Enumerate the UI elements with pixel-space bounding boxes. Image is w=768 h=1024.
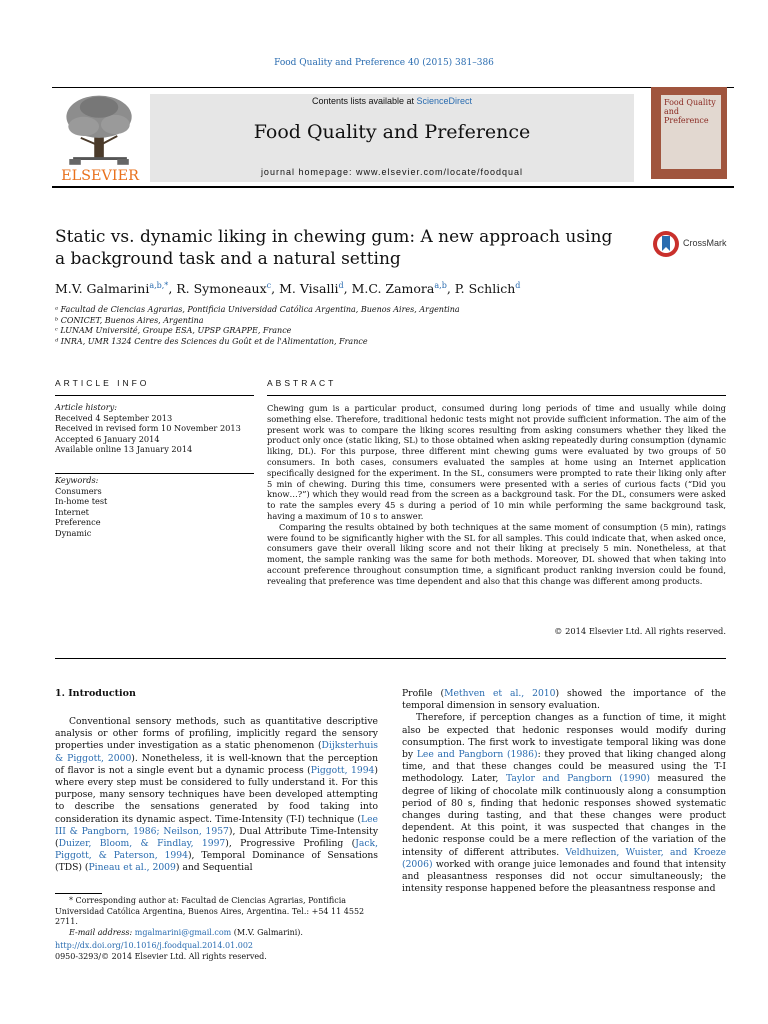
email-link[interactable]: mgalmarini@gmail.com [134, 927, 232, 937]
body-column-right [402, 688, 726, 895]
journal-cover-thumbnail[interactable] [651, 87, 727, 179]
email-line [55, 928, 378, 939]
body-column-left [55, 716, 378, 875]
abstract-paragraph: Chewing gum is a particular product, consumed during long periods of time and usually while doing something else. Therefore, traditional hedonic tests might not provide sufficient information. The aim of the present work was to compare the liking scores resulting from asking consumers whether they liked the product only once (static liking, SL) to those obtained when asking repeatedly during consumption (dynamic liking, DL). For this purpose, three different mint chewing gums were evaluated by two groups of 50 consumers. In both cases, consumers evaluated the samples at home using an Internet application specifically designed for the experiment. In the SL, consumers were prompted to rate their liking only after 5 min of chewing. During this time, consumers were presented with a series of curious facts (“Did you know…?”) which they would read from the screen as a background task. For the DL, consumers were asked to rate the samples every 45 s during a period of 10 min while performing the same background task, having a maximum of 10 s to answer. [267, 403, 726, 521]
abstract-heading: ABSTRACT [267, 378, 337, 388]
affiliation-line: ᶜ LUNAM Université, Groupe ESA, UPSP GRAPPE, France [55, 326, 292, 335]
crossmark-icon [651, 229, 681, 259]
keywords-label: Keywords: [55, 475, 99, 485]
journal-name: Food Quality and Preference [253, 121, 531, 143]
contents-line [150, 96, 634, 106]
article-info-rule [55, 395, 254, 396]
journal-homepage[interactable]: journal homepage: www.elsevier.com/locate/foodqual [260, 167, 524, 177]
abstract-body [267, 403, 726, 587]
body-paragraph: Profile (Methven et al., 2010) showed the importance of the temporal dimension in sensory evaluation. [402, 688, 726, 712]
keyword: Consumers [55, 485, 102, 496]
affiliation-line: ᵈ INRA, UMR 1324 Centre des Sciences du Goût et de l'Alimentation, France [55, 336, 368, 346]
author-affiliation-marker[interactable]: c [266, 281, 272, 290]
crossmark-button[interactable] [651, 229, 731, 259]
history-label: Article history: [55, 402, 117, 412]
corresponding-author-note: * Corresponding author at: Facultad de Ciencias Agrarias, Pontificia Universidad Católica Argentina, Buenos Aires, Argentina. Tel.: +54 11 4552 2711. [55, 896, 365, 926]
issn-line: 0950-3293/© 2014 Elsevier Ltd. All rights reserved. [55, 951, 267, 961]
body-paragraph: Conventional sensory methods, such as quantitative descriptive analysis or other forms of profiling, implicitly regard the sensory properties under investigation as a static phenomenon (Dijksterhuis & Piggott, 2000). Nonetheless, it is well-known that the perception of flavor is not a single event but a dynamic process (Piggott, 1994) where every step must be considered to fully understand it. For this purpose, many sensory techniques have been developed attempting to describe the sensations generated by food taking into consideration its dynamic aspect. Time-Intensity (T-I) technique (Lee III & Pangborn, 1986; Neilson, 1957), Dual Attribute Time-Intensity (Duizer, Bloom, & Findlay, 1997), Progressive Profiling (Jack, Piggott, & Paterson, 1994), Temporal Dominance of Sensations (TDS) (Pineau et al., 2009) and Sequential [55, 716, 379, 874]
journal-reference[interactable]: Food Quality and Preference 40 (2015) 381–386 [274, 58, 494, 68]
author-list: M.V. Galmarini$^{a,b,*}$, R. Symoneaux$^c$, M. Visalli$^d$, M.C. Zamora$^{a,b}$, P. Schlich$^d$ [55, 281, 521, 297]
contents-prefix: Contents lists available at [311, 96, 417, 106]
sciencedirect-link[interactable]: ScienceDirect [416, 96, 473, 106]
keyword: Dynamic [55, 527, 92, 538]
cover-title: Food Quality and Preference [661, 95, 721, 169]
history-item: Accepted 6 January 2014 [55, 433, 160, 444]
author-name: M.V. Galmarini [55, 281, 150, 297]
elsevier-logo[interactable] [52, 88, 148, 184]
affiliation-line: ᵇ CONICET, Buenos Aires, Argentina [55, 315, 204, 325]
author-name: P. Schlich [454, 281, 516, 297]
author-affiliation-marker[interactable]: a,b,* [149, 281, 169, 290]
paper-title: Static vs. dynamic liking in chewing gum: A new approach using a background task and a natural setting [55, 227, 613, 269]
history-item: Received in revised form 10 November 2013 [55, 423, 241, 433]
author-name: R. Symoneaux [176, 281, 267, 297]
history-item: Received 4 September 2013 [55, 412, 173, 423]
section-heading-introduction: 1. Introduction [55, 688, 136, 699]
abstract-copyright: © 2014 Elsevier Ltd. All rights reserved. [554, 626, 726, 636]
crossmark-label: CrossMark [683, 238, 727, 248]
doi-link[interactable]: http://dx.doi.org/10.1016/j.foodqual.2014.01.002 [55, 941, 254, 950]
article-history [55, 402, 255, 455]
article-info-heading: ARTICLE INFO [55, 378, 150, 388]
history-item: Available online 13 January 2014 [55, 444, 193, 454]
elsevier-wordmark: ELSEVIER [61, 168, 139, 184]
footnote-rule [55, 893, 102, 894]
keyword: Preference [55, 517, 101, 527]
keywords-rule [55, 473, 254, 474]
doi-block [55, 941, 267, 962]
author-affiliation-marker[interactable]: d [338, 281, 344, 290]
header-bottom-rule [52, 186, 734, 188]
email-label: E-mail address: [69, 927, 135, 937]
author-name: M.C. Zamora [351, 281, 435, 297]
abstract-paragraph: Comparing the results obtained by both techniques at the same moment of consumption (5 min), ratings were found to be significantly higher with the SL for all samples. This could indicate that, when asked once, consumers gave their overall liking score and not their liking at precisely 5 min. Nonetheless, at that moment, the sample ranking was the same for both methods. Moreover, DL showed that when taking into account preference throughout consumption time, a significant product ranking inversion could be found, revealing that preference was time dependent and also that this change was different among products. [267, 521, 726, 586]
email-suffix: (M.V. Galmarini). [231, 927, 303, 937]
affiliation-line: ᵃ Facultad de Ciencias Agrarias, Pontificia Universidad Católica Argentina, Buenos Aires, Argentina [55, 305, 460, 314]
affiliations [55, 305, 460, 347]
author-affiliation-marker[interactable]: d [515, 281, 521, 290]
footnote [55, 896, 378, 938]
keywords [55, 475, 255, 538]
header-top-rule [52, 87, 734, 88]
keyword: In-home test [55, 496, 108, 506]
body-paragraph: Therefore, if perception changes as a function of time, it might also be expected that hedonic responses would modify during consumption. The first work to investigate temporal liking was done by Lee and Pangborn (1986): they proved that liking changed along time, and that these changes could be measured using the T-I methodology. Later, Taylor and Pangborn (1990) measured the degree of liking of chocolate milk continuously along a consumption period of 80 s, finding that hedonic responses showed systematic changes during tasting, and that these changes were product dependent. At this point, it was suspected that changes in the hedonic response could be a mere reflection of the variation of the intensity of different attributes. Veldhuizen, Wuister, and Kroeze (2006) worked with orange juice lemonades and found that intensity and pleasantness responses did not occur simultaneously; the intensity response happened before the pleasantness response and [402, 712, 727, 895]
author-affiliation-marker[interactable]: a,b [434, 281, 447, 290]
author-name: M. Visalli [279, 281, 339, 297]
abstract-bottom-rule [55, 658, 726, 659]
keyword: Internet [55, 506, 89, 517]
abstract-rule [267, 395, 726, 396]
elsevier-tree-icon [52, 88, 148, 184]
